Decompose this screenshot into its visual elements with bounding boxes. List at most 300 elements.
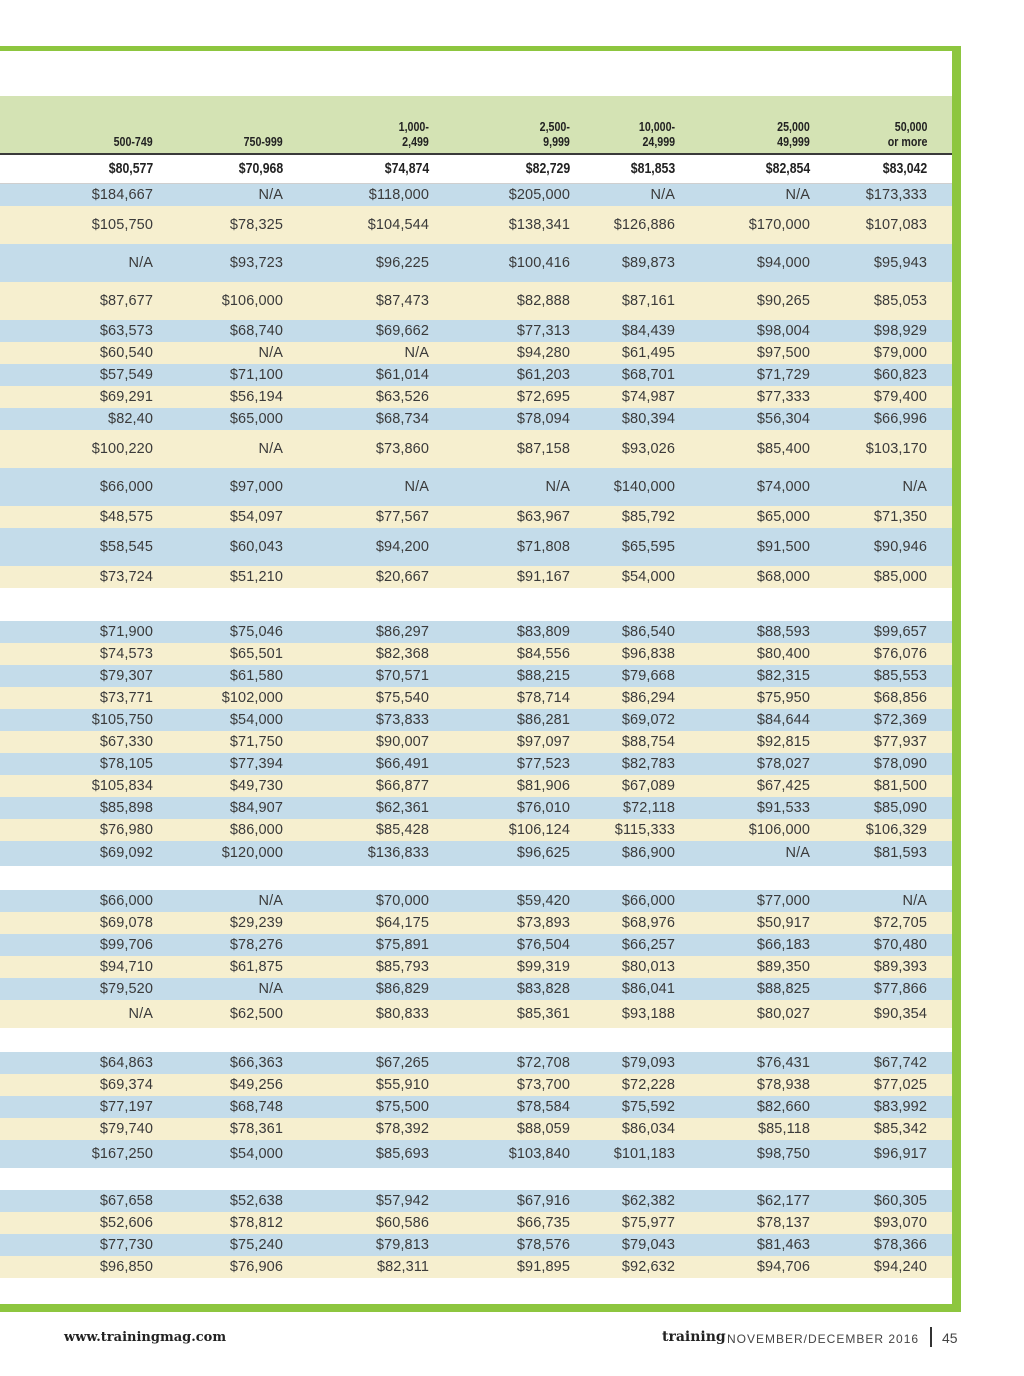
table-cell: $66,183 bbox=[756, 937, 810, 953]
table-cell: $87,161 bbox=[621, 293, 675, 309]
table-cell: $79,000 bbox=[873, 345, 927, 361]
table-row bbox=[0, 1096, 952, 1118]
table-cell: $105,750 bbox=[91, 712, 153, 728]
table-cell: $85,693 bbox=[375, 1146, 429, 1162]
table-cell: $84,556 bbox=[516, 646, 570, 662]
table-cell: $106,000 bbox=[221, 293, 283, 309]
table-cell: $82,311 bbox=[376, 1259, 429, 1275]
table-cell: $184,667 bbox=[91, 187, 153, 203]
table-cell: $77,025 bbox=[873, 1077, 927, 1093]
table-cell: $76,980 bbox=[99, 822, 153, 838]
page-number: 45 bbox=[942, 1330, 958, 1346]
table-cell: $77,333 bbox=[756, 389, 810, 405]
table-row bbox=[0, 709, 952, 731]
table-cell: $85,898 bbox=[99, 800, 153, 816]
table-cell: $49,730 bbox=[229, 778, 283, 794]
table-cell: $115,333 bbox=[614, 822, 675, 838]
table-row bbox=[0, 1234, 952, 1256]
table-cell: $92,815 bbox=[756, 734, 810, 750]
table-cell: N/A bbox=[258, 441, 283, 457]
page-frame-right bbox=[952, 46, 961, 1312]
table-cell: $79,093 bbox=[621, 1055, 675, 1071]
table-cell: $82,783 bbox=[621, 756, 675, 772]
table-cell: $61,875 bbox=[229, 959, 283, 975]
table-cell: $103,170 bbox=[865, 441, 927, 457]
table-row bbox=[0, 775, 952, 797]
table-cell: $78,938 bbox=[756, 1077, 810, 1093]
table-cell: $54,000 bbox=[229, 1146, 283, 1162]
table-cell: $76,504 bbox=[516, 937, 570, 953]
table-cell: $94,280 bbox=[516, 345, 570, 361]
table-cell: $76,431 bbox=[756, 1055, 810, 1071]
table-cell: $81,463 bbox=[756, 1237, 810, 1253]
table-cell: $91,167 bbox=[516, 569, 570, 585]
table-cell: $90,265 bbox=[756, 293, 810, 309]
table-cell: $80,400 bbox=[756, 646, 810, 662]
table-cell: $99,657 bbox=[873, 624, 927, 640]
table-cell: $205,000 bbox=[508, 187, 570, 203]
table-cell: $76,010 bbox=[516, 800, 570, 816]
table-cell: $94,200 bbox=[375, 539, 429, 555]
table-cell: $91,533 bbox=[756, 800, 810, 816]
table-cell: $49,256 bbox=[229, 1077, 283, 1093]
table-cell: $66,000 bbox=[99, 893, 153, 909]
table-cell: $67,742 bbox=[873, 1055, 927, 1071]
table-cell: $66,735 bbox=[516, 1215, 570, 1231]
table-cell: $61,014 bbox=[375, 367, 429, 383]
table-cell: $61,580 bbox=[229, 668, 283, 684]
table-cell: $72,705 bbox=[873, 915, 927, 931]
table-cell: $68,856 bbox=[873, 690, 927, 706]
table-cell: $64,863 bbox=[99, 1055, 153, 1071]
table-cell: $86,041 bbox=[621, 981, 675, 997]
table-row bbox=[0, 753, 952, 775]
table-cell: $96,917 bbox=[873, 1146, 927, 1162]
table-cell: $97,000 bbox=[229, 479, 283, 495]
table-cell: $173,333 bbox=[865, 187, 927, 203]
table-cell: $70,480 bbox=[873, 937, 927, 953]
table-row bbox=[0, 621, 952, 643]
table-cell: N/A bbox=[404, 345, 429, 361]
summary-cell: $82,729 bbox=[525, 160, 570, 177]
page-frame-top bbox=[0, 46, 961, 51]
table-row bbox=[0, 566, 952, 588]
table-row bbox=[0, 282, 952, 320]
table-cell: $78,105 bbox=[99, 756, 153, 772]
table-cell: $77,866 bbox=[873, 981, 927, 997]
table-row bbox=[0, 1212, 952, 1234]
table-cell: $85,090 bbox=[873, 800, 927, 816]
table-cell: $86,829 bbox=[375, 981, 429, 997]
table-cell: $167,250 bbox=[91, 1146, 153, 1162]
page-frame-bottom bbox=[0, 1304, 961, 1312]
table-cell: $58,545 bbox=[99, 539, 153, 555]
table-cell: $73,893 bbox=[516, 915, 570, 931]
table-cell: $77,394 bbox=[229, 756, 283, 772]
table-cell: N/A bbox=[404, 479, 429, 495]
table-cell: $105,834 bbox=[91, 778, 153, 794]
table-cell: $69,291 bbox=[99, 389, 153, 405]
table-cell: $102,000 bbox=[221, 690, 283, 706]
column-header: 50,000 or more bbox=[887, 119, 927, 149]
table-cell: $81,906 bbox=[516, 778, 570, 794]
table-cell: $118,000 bbox=[368, 187, 429, 203]
table-cell: $74,987 bbox=[621, 389, 675, 405]
table-cell: N/A bbox=[902, 893, 927, 909]
table-cell: $90,946 bbox=[873, 539, 927, 555]
table-cell: $77,000 bbox=[756, 893, 810, 909]
table-cell: $78,276 bbox=[229, 937, 283, 953]
table-cell: $78,576 bbox=[516, 1237, 570, 1253]
table-cell: $71,808 bbox=[516, 539, 570, 555]
table-cell: $86,034 bbox=[621, 1121, 675, 1137]
column-header: 25,000 49,999 bbox=[777, 119, 810, 149]
table-cell: $62,361 bbox=[375, 800, 429, 816]
table-cell: $54,000 bbox=[621, 569, 675, 585]
table-cell: $70,000 bbox=[375, 893, 429, 909]
table-cell: $67,425 bbox=[756, 778, 810, 794]
table-row bbox=[0, 1074, 952, 1096]
table-cell: $72,695 bbox=[516, 389, 570, 405]
table-cell: $60,540 bbox=[99, 345, 153, 361]
summary-row bbox=[0, 155, 952, 184]
table-cell: $86,540 bbox=[621, 624, 675, 640]
table-row bbox=[0, 1052, 952, 1074]
table-row bbox=[0, 506, 952, 528]
table-cell: $74,000 bbox=[756, 479, 810, 495]
table-cell: $79,740 bbox=[99, 1121, 153, 1137]
table-cell: $85,118 bbox=[757, 1121, 810, 1137]
table-cell: $107,083 bbox=[865, 217, 927, 233]
table-cell: $85,342 bbox=[873, 1121, 927, 1137]
table-cell: $65,595 bbox=[621, 539, 675, 555]
table-cell: $126,886 bbox=[613, 217, 675, 233]
table-cell: $170,000 bbox=[748, 217, 810, 233]
table-cell: $88,215 bbox=[516, 668, 570, 684]
table-cell: $73,771 bbox=[99, 690, 153, 706]
table-cell: N/A bbox=[650, 187, 675, 203]
table-cell: $88,754 bbox=[621, 734, 675, 750]
column-header: 500-749 bbox=[113, 134, 153, 149]
table-cell: $78,361 bbox=[229, 1121, 283, 1137]
table-cell: $67,089 bbox=[621, 778, 675, 794]
table-cell: $69,374 bbox=[99, 1077, 153, 1093]
table-cell: $81,593 bbox=[873, 845, 927, 861]
table-cell: $70,571 bbox=[375, 668, 429, 684]
table-cell: $57,942 bbox=[375, 1193, 429, 1209]
table-cell: $77,937 bbox=[873, 734, 927, 750]
table-row bbox=[0, 665, 952, 687]
table-cell: $72,118 bbox=[622, 800, 675, 816]
table-cell: $85,400 bbox=[756, 441, 810, 457]
table-cell: $78,325 bbox=[229, 217, 283, 233]
table-cell: $94,240 bbox=[873, 1259, 927, 1275]
table-cell: $50,917 bbox=[756, 915, 810, 931]
table-cell: $85,361 bbox=[516, 1006, 570, 1022]
table-cell: $99,319 bbox=[516, 959, 570, 975]
summary-cell: $80,577 bbox=[108, 160, 153, 177]
table-cell: $67,916 bbox=[516, 1193, 570, 1209]
table-cell: $82,660 bbox=[756, 1099, 810, 1115]
table-cell: $67,265 bbox=[375, 1055, 429, 1071]
table-cell: $101,183 bbox=[613, 1146, 675, 1162]
summary-cell: $82,854 bbox=[765, 160, 810, 177]
table-cell: $66,363 bbox=[229, 1055, 283, 1071]
table-cell: $63,573 bbox=[99, 323, 153, 339]
table-cell: $105,750 bbox=[91, 217, 153, 233]
table-cell: $80,833 bbox=[375, 1006, 429, 1022]
table-cell: $99,706 bbox=[99, 937, 153, 953]
table-cell: $86,000 bbox=[229, 822, 283, 838]
table-cell: $100,416 bbox=[508, 255, 570, 271]
table-row bbox=[0, 956, 952, 978]
table-cell: $86,281 bbox=[516, 712, 570, 728]
table-cell: $86,294 bbox=[621, 690, 675, 706]
table-row bbox=[0, 206, 952, 244]
table-cell: $75,977 bbox=[621, 1215, 675, 1231]
table-cell: $80,027 bbox=[756, 1006, 810, 1022]
table-row bbox=[0, 841, 952, 866]
table-cell: $89,350 bbox=[756, 959, 810, 975]
table-cell: $93,070 bbox=[873, 1215, 927, 1231]
table-cell: $81,500 bbox=[873, 778, 927, 794]
table-cell: $59,420 bbox=[516, 893, 570, 909]
table-cell: $79,813 bbox=[375, 1237, 429, 1253]
table-cell: $63,526 bbox=[375, 389, 429, 405]
table-cell: $67,330 bbox=[99, 734, 153, 750]
table-cell: $20,667 bbox=[375, 569, 429, 585]
column-header: 2,500- 9,999 bbox=[539, 119, 570, 149]
table-row bbox=[0, 386, 952, 408]
table-cell: $75,950 bbox=[756, 690, 810, 706]
table-cell: N/A bbox=[545, 479, 570, 495]
table-cell: $78,094 bbox=[516, 411, 570, 427]
table-cell: N/A bbox=[785, 187, 810, 203]
table-cell: $98,750 bbox=[756, 1146, 810, 1162]
table-cell: $103,840 bbox=[508, 1146, 570, 1162]
table-cell: $78,090 bbox=[873, 756, 927, 772]
table-cell: $66,996 bbox=[873, 411, 927, 427]
footer-divider bbox=[930, 1327, 932, 1347]
table-cell: $78,584 bbox=[516, 1099, 570, 1115]
footer-url: www.trainingmag.com bbox=[64, 1330, 227, 1345]
table-cell: $94,706 bbox=[756, 1259, 810, 1275]
table-cell: $66,491 bbox=[375, 756, 429, 772]
table-cell: $68,740 bbox=[229, 323, 283, 339]
table-cell: $78,714 bbox=[516, 690, 570, 706]
table-row bbox=[0, 1256, 952, 1278]
table-cell: $92,632 bbox=[621, 1259, 675, 1275]
table-cell: N/A bbox=[128, 255, 153, 271]
table-cell: $106,329 bbox=[865, 822, 927, 838]
table-cell: $48,575 bbox=[99, 509, 153, 525]
table-cell: $78,392 bbox=[375, 1121, 429, 1137]
table-cell: $85,792 bbox=[621, 509, 675, 525]
table-cell: $93,723 bbox=[229, 255, 283, 271]
table-cell: $91,500 bbox=[756, 539, 810, 555]
table-row bbox=[0, 731, 952, 753]
table-cell: N/A bbox=[785, 845, 810, 861]
table-cell: $79,668 bbox=[621, 668, 675, 684]
summary-cell: $83,042 bbox=[882, 160, 927, 177]
table-cell: $82,368 bbox=[375, 646, 429, 662]
table-cell: $69,662 bbox=[375, 323, 429, 339]
table-cell: $140,000 bbox=[613, 479, 675, 495]
table-cell: $69,092 bbox=[99, 845, 153, 861]
column-header: 750-999 bbox=[243, 134, 283, 149]
table-cell: N/A bbox=[258, 187, 283, 203]
table-cell: $89,873 bbox=[621, 255, 675, 271]
table-cell: $75,540 bbox=[375, 690, 429, 706]
table-row bbox=[0, 184, 952, 206]
table-cell: $72,369 bbox=[873, 712, 927, 728]
salary-table bbox=[0, 96, 952, 1278]
table-cell: $68,734 bbox=[375, 411, 429, 427]
table-cell: $69,072 bbox=[621, 712, 675, 728]
table-cell: $104,544 bbox=[367, 217, 429, 233]
table-cell: $78,366 bbox=[873, 1237, 927, 1253]
table-cell: $84,644 bbox=[756, 712, 810, 728]
table-cell: $106,000 bbox=[748, 822, 810, 838]
table-row bbox=[0, 342, 952, 364]
table-cell: $72,228 bbox=[621, 1077, 675, 1093]
table-cell: $86,900 bbox=[621, 845, 675, 861]
table-cell: $52,638 bbox=[229, 1193, 283, 1209]
table-cell: $79,043 bbox=[621, 1237, 675, 1253]
table-row bbox=[0, 528, 952, 566]
table-cell: $62,382 bbox=[621, 1193, 675, 1209]
table-cell: $65,000 bbox=[756, 509, 810, 525]
table-row bbox=[0, 1000, 952, 1028]
table-cell: $73,724 bbox=[99, 569, 153, 585]
table-cell: $63,967 bbox=[516, 509, 570, 525]
table-cell: $97,500 bbox=[756, 345, 810, 361]
table-cell: $95,943 bbox=[873, 255, 927, 271]
table-cell: $55,910 bbox=[375, 1077, 429, 1093]
table-cell: $84,907 bbox=[229, 800, 283, 816]
table-cell: $29,239 bbox=[229, 915, 283, 931]
table-cell: $82,315 bbox=[756, 668, 810, 684]
table-cell: $75,891 bbox=[375, 937, 429, 953]
table-row bbox=[0, 978, 952, 1000]
table-cell: $66,877 bbox=[375, 778, 429, 794]
section-spacer-row bbox=[0, 866, 952, 890]
table-cell: $96,838 bbox=[621, 646, 675, 662]
table-row bbox=[0, 468, 952, 506]
table-cell: $85,053 bbox=[873, 293, 927, 309]
table-row bbox=[0, 643, 952, 665]
table-cell: $90,007 bbox=[375, 734, 429, 750]
table-cell: $138,341 bbox=[508, 217, 570, 233]
table-cell: $60,305 bbox=[873, 1193, 927, 1209]
table-cell: $78,027 bbox=[756, 756, 810, 772]
table-cell: $71,100 bbox=[229, 367, 283, 383]
table-row bbox=[0, 934, 952, 956]
table-cell: $80,013 bbox=[621, 959, 675, 975]
table-cell: $60,043 bbox=[229, 539, 283, 555]
table-cell: $71,900 bbox=[99, 624, 153, 640]
table-cell: $78,812 bbox=[229, 1215, 283, 1231]
table-cell: $79,400 bbox=[873, 389, 927, 405]
table-cell: $85,793 bbox=[375, 959, 429, 975]
table-cell: $85,553 bbox=[873, 668, 927, 684]
table-cell: $83,828 bbox=[516, 981, 570, 997]
table-cell: $54,097 bbox=[229, 509, 283, 525]
table-cell: $61,203 bbox=[516, 367, 570, 383]
table-cell: $56,194 bbox=[229, 389, 283, 405]
section-spacer-row bbox=[0, 1028, 952, 1052]
table-cell: $76,076 bbox=[873, 646, 927, 662]
footer-issue: NOVEMBER/DECEMBER 2016 bbox=[727, 1332, 920, 1346]
table-cell: $75,592 bbox=[621, 1099, 675, 1115]
table-cell: $71,750 bbox=[229, 734, 283, 750]
table-row bbox=[0, 819, 952, 841]
table-row bbox=[0, 320, 952, 342]
summary-cell: $74,874 bbox=[384, 160, 429, 177]
table-row bbox=[0, 797, 952, 819]
table-cell: $82,40 bbox=[108, 411, 153, 427]
table-cell: $96,225 bbox=[375, 255, 429, 271]
table-cell: $51,210 bbox=[229, 569, 283, 585]
table-cell: $77,567 bbox=[375, 509, 429, 525]
table-cell: $64,175 bbox=[375, 915, 429, 931]
table-cell: $94,710 bbox=[99, 959, 153, 975]
table-cell: $88,593 bbox=[756, 624, 810, 640]
table-cell: $72,708 bbox=[516, 1055, 570, 1071]
table-cell: $89,393 bbox=[873, 959, 927, 975]
table-cell: $93,026 bbox=[621, 441, 675, 457]
table-row bbox=[0, 408, 952, 430]
table-cell: $87,158 bbox=[516, 441, 570, 457]
table-cell: $82,888 bbox=[516, 293, 570, 309]
table-row bbox=[0, 244, 952, 282]
table-cell: $66,257 bbox=[621, 937, 675, 953]
table-cell: $68,000 bbox=[756, 569, 810, 585]
table-cell: $80,394 bbox=[621, 411, 675, 427]
table-cell: $74,573 bbox=[99, 646, 153, 662]
table-cell: N/A bbox=[258, 981, 283, 997]
table-cell: $77,313 bbox=[516, 323, 570, 339]
table-cell: $62,500 bbox=[229, 1006, 283, 1022]
table-cell: $68,701 bbox=[621, 367, 675, 383]
table-row bbox=[0, 890, 952, 912]
table-cell: $68,748 bbox=[229, 1099, 283, 1115]
table-cell: $75,240 bbox=[229, 1237, 283, 1253]
table-row bbox=[0, 912, 952, 934]
table-cell: $90,354 bbox=[873, 1006, 927, 1022]
table-cell: $78,137 bbox=[756, 1215, 810, 1231]
table-cell: $96,625 bbox=[516, 845, 570, 861]
table-cell: $94,000 bbox=[756, 255, 810, 271]
table-cell: $76,906 bbox=[229, 1259, 283, 1275]
table-cell: $62,177 bbox=[756, 1193, 810, 1209]
table-cell: $56,304 bbox=[756, 411, 810, 427]
table-cell: $65,501 bbox=[229, 646, 283, 662]
table-cell: $65,000 bbox=[229, 411, 283, 427]
table-cell: $100,220 bbox=[91, 441, 153, 457]
table-row bbox=[0, 1140, 952, 1168]
table-row bbox=[0, 687, 952, 709]
table-cell: $83,809 bbox=[516, 624, 570, 640]
table-cell: N/A bbox=[258, 893, 283, 909]
table-cell: $98,929 bbox=[873, 323, 927, 339]
column-header: 10,000- 24,999 bbox=[638, 119, 675, 149]
column-header: 1,000- 2,499 bbox=[398, 119, 429, 149]
table-cell: $79,520 bbox=[99, 981, 153, 997]
table-cell: $93,188 bbox=[621, 1006, 675, 1022]
table-cell: $61,495 bbox=[621, 345, 675, 361]
section-spacer-row bbox=[0, 1168, 952, 1190]
